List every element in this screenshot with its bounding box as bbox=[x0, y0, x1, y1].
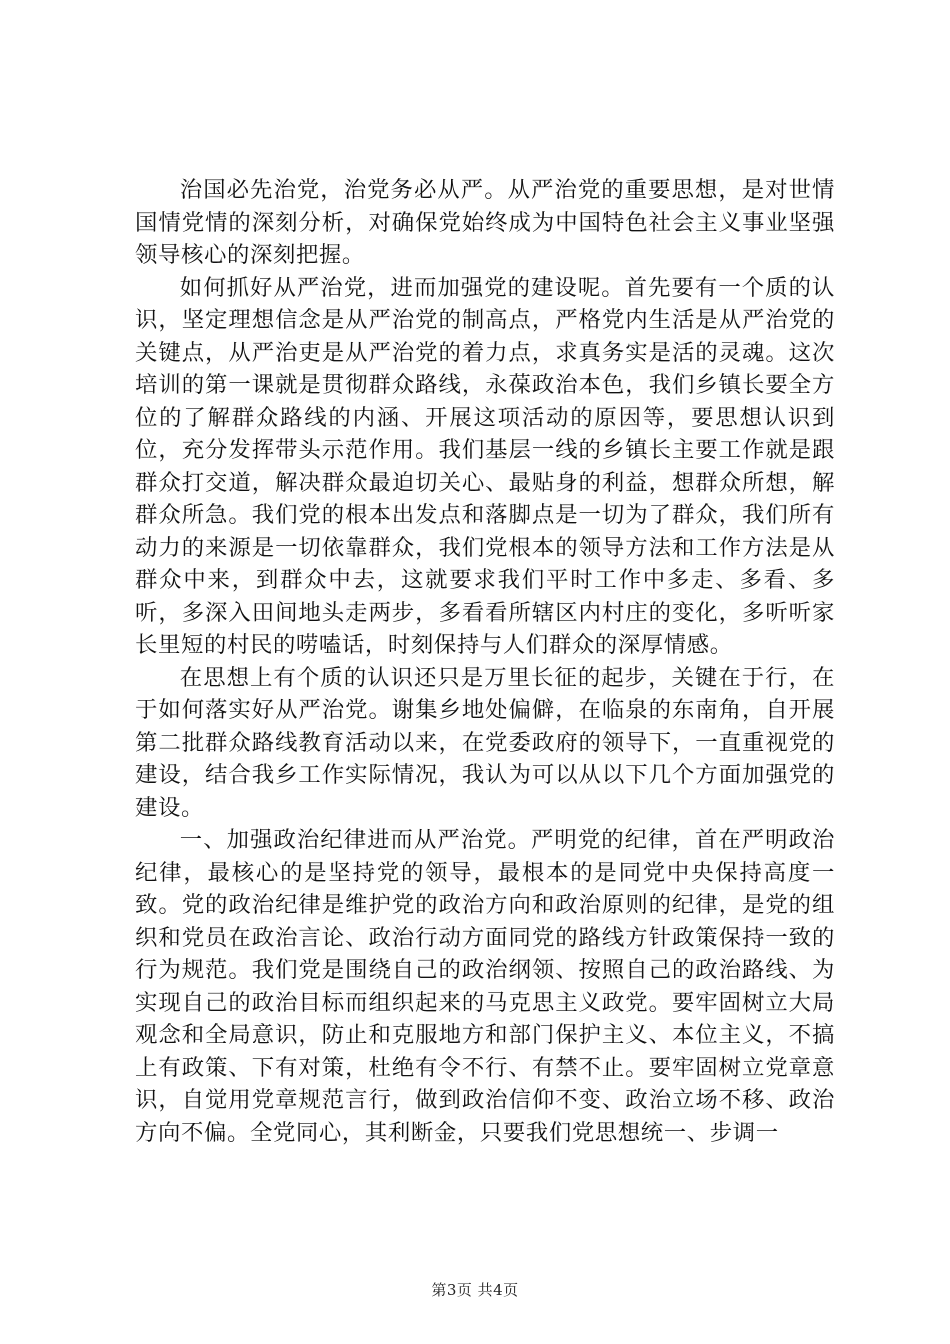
page-footer: 第3页 共4页 bbox=[431, 1281, 519, 1299]
document-body bbox=[135, 174, 835, 1149]
paragraph-3: 在思想上有个质的认识还只是万里长征的起步，关键在于行，在于如何落实好从严治党。谢集乡地处偏僻，在临泉的东南角，自开展第二批群众路线教育活动以来，在党委政府的领导下，一直重视党的建设，结合我乡工作实际情况，我认为可以从以下几个方面加强党的建设。 bbox=[135, 664, 835, 821]
paragraph-2: 如何抓好从严治党，进而加强党的建设呢。首先要有一个质的认识，坚定理想信念是从严治党的制高点，严格党内生活是从严治党的关键点，从严治吏是从严治党的着力点，求真务实是活的灵魂。这次培训的第一课就是贯彻群众路线，永葆政治本色，我们乡镇长要全方位的了解群众路线的内涵、开展这项活动的原因等，要思想认识到位，充分发挥带头示范作用。我们基层一线的乡镇长主要工作就是跟群众打交道，解决群众最迫切关心、最贴身的利益，想群众所想，解群众所急。我们党的根本出发点和落脚点是一切为了群众，我们所有动力的来源是一切依靠群众，我们党根本的领导方法和工作方法是从群众中来，到群众中去，这就要求我们平时工作中多走、多看、多听，多深入田间地头走两步，多看看所辖区内村庄的变化，多听听家长里短的村民的唠嗑话，时刻保持与人们群众的深厚情感。 bbox=[135, 274, 835, 658]
paragraph-1: 治国必先治党，治党务必从严。从严治党的重要思想，是对世情国情党情的深刻分析，对确保党始终成为中国特色社会主义事业坚强领导核心的深刻把握。 bbox=[135, 177, 835, 268]
paragraph-4: 一、加强政治纪律进而从严治党。严明党的纪律，首在严明政治纪律，最核心的是坚持党的领导，最根本的是同党中央保持高度一致。党的政治纪律是维护党的政治方向和政治原则的纪律，是党的组织和党员在政治言论、政治行动方面同党的路线方针政策保持一致的行为规范。我们党是围绕自己的政治纲领、按照自己的政治路线、为实现自己的政治目标而组织起来的马克思主义政党。要牢固树立大局观念和全局意识，防止和克服地方和部门保护主义、本位主义，不搞上有政策、下有对策，杜绝有令不行、有禁不止。要牢固树立党章意识，自觉用党章规范言行，做到政治信仰不变、政治立场不移、政治方向不偏。全党同心，其利断金，只要我们党思想统一、步调一 bbox=[135, 827, 835, 1146]
